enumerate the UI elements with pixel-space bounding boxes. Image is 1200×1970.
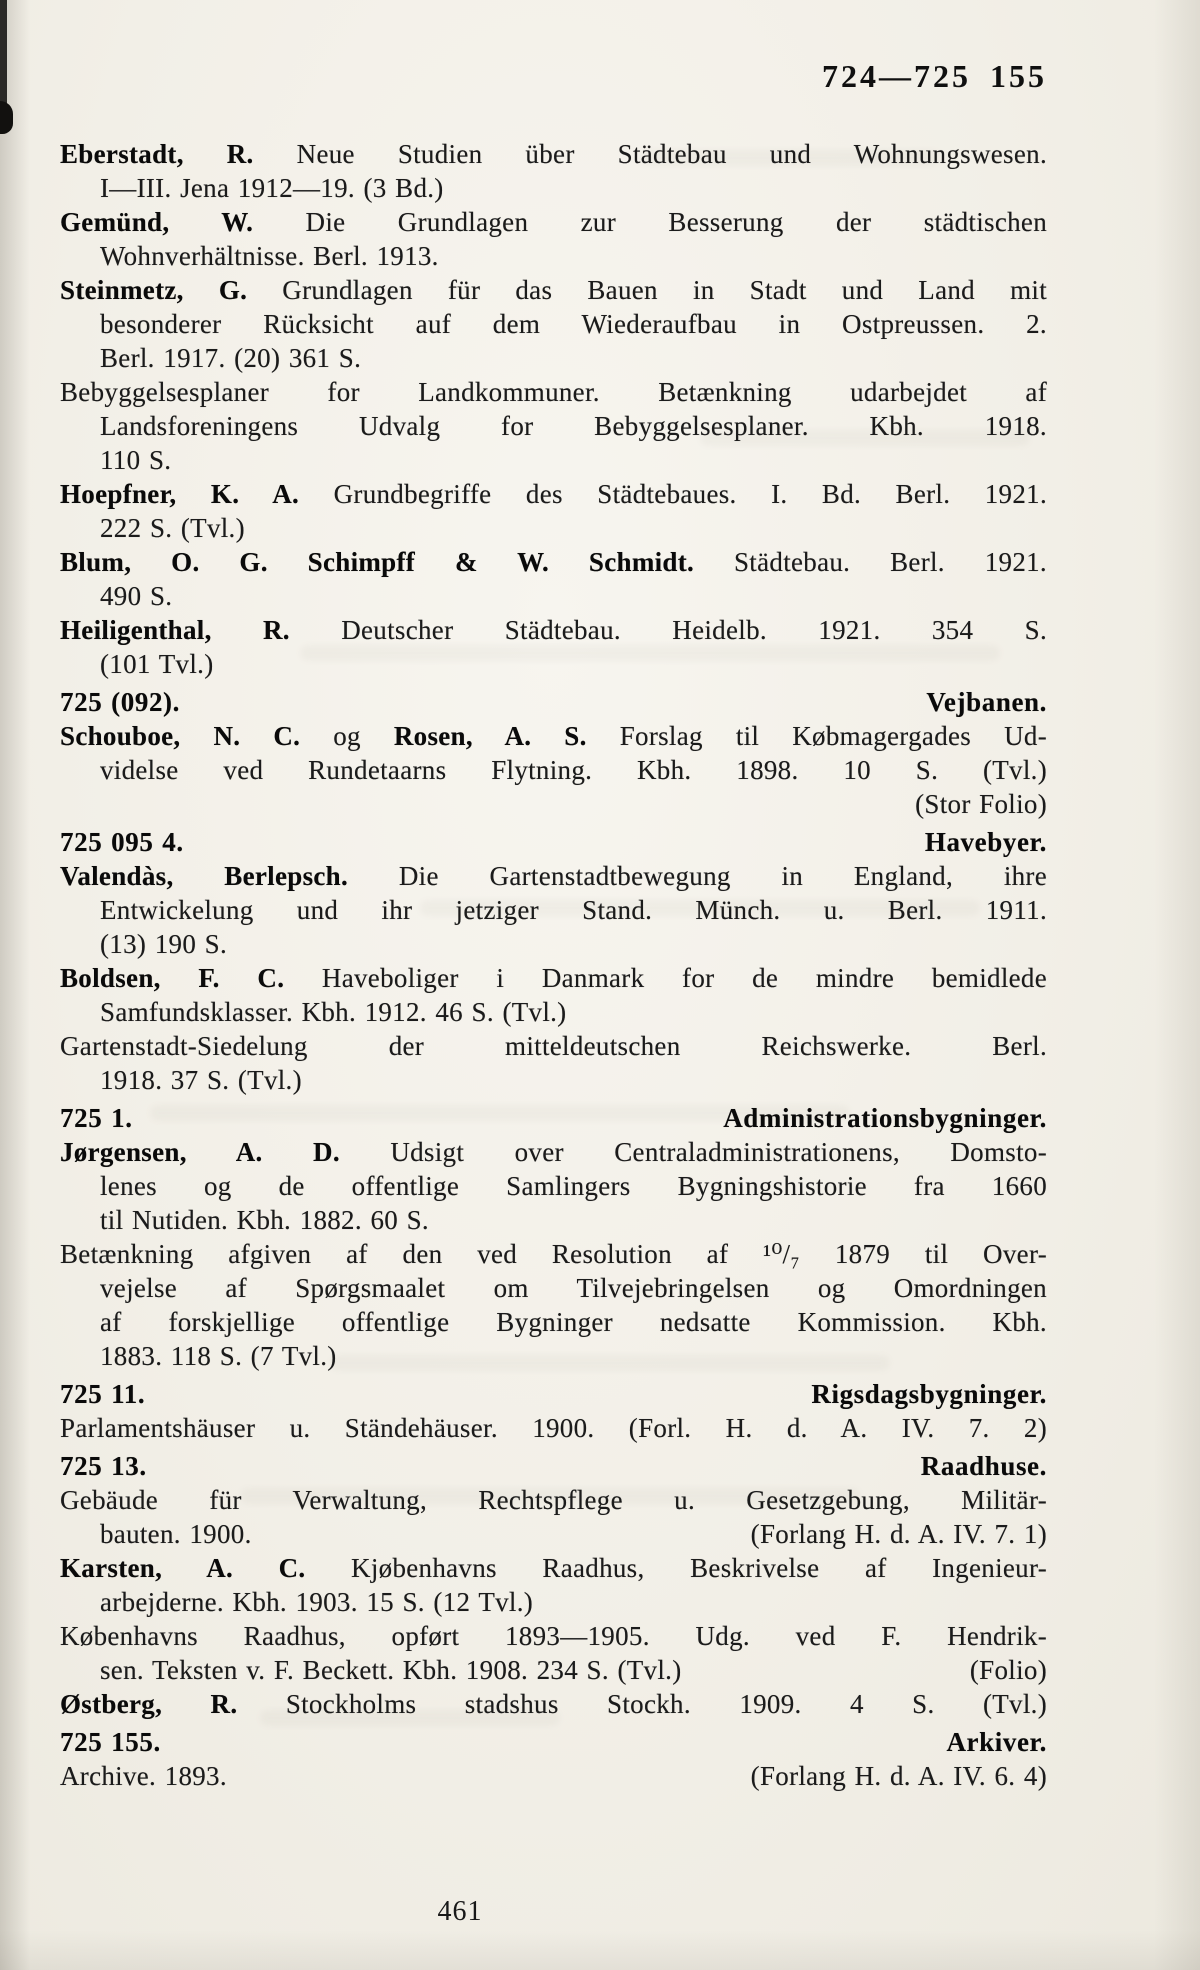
entry-text: Betænkning afgiven af den ved Resolution af ¹⁰/₇ 1879 til Over-	[60, 1239, 1047, 1269]
entry-line	[60, 613, 1047, 647]
entry-left	[100, 1653, 682, 1687]
entry-line	[60, 859, 1047, 893]
entry-line	[60, 787, 1047, 821]
entry-text: Parlamentshäuser u. Ständehäuser. 1900. (Forl. H. d. A. IV. 7. 2)	[60, 1413, 1047, 1443]
author-name: Jørgensen, A. D.	[60, 1137, 340, 1167]
entry-line	[60, 375, 1047, 409]
author-name: Gemünd, W.	[60, 207, 254, 237]
entry-text: Udsigt over Centraladministrationens, Domsto-	[339, 1137, 1047, 1167]
entry-line	[60, 477, 1047, 511]
scan-edge-shade-right	[1154, 0, 1200, 1970]
entry-text: I—III. Jena 1912—19. (3 Bd.)	[100, 173, 444, 203]
entry-line	[60, 511, 1047, 545]
scan-edge-shade-left	[0, 0, 30, 1970]
section-heading	[723, 1101, 1047, 1135]
entry-text: 1883. 118 S. (7 Tvl.)	[100, 1341, 337, 1371]
entry-text: Wohnverhältnisse. Berl. 1913.	[100, 241, 439, 271]
entry-line	[60, 1029, 1047, 1063]
entry-line	[60, 1237, 1047, 1271]
author-name: Hoepfner, K. A.	[60, 479, 300, 509]
entry-text: Samfundsklasser. Kbh. 1912. 46 S. (Tvl.)	[100, 997, 567, 1027]
entry-text: Archive. 1893.	[60, 1761, 227, 1791]
entry-line	[60, 1483, 1047, 1517]
classification-code	[60, 1449, 147, 1483]
entry-text: Deutscher Städtebau. Heidelb. 1921. 354 S.	[289, 615, 1047, 645]
entry-text: Grundlagen für das Bauen in Stadt und Land mit	[247, 275, 1047, 305]
author-name: Schouboe, N. C.	[60, 721, 301, 751]
entry-text: sen. Teksten v. F. Beckett. Kbh. 1908. 234 S. (Tvl.)	[100, 1655, 682, 1685]
entry-text: Bebyggelsesplaner for Landkommuner. Betænkning udarbejdet af	[60, 377, 1047, 407]
entry-line	[60, 1203, 1047, 1237]
entry-text: Stockholms stadshus Stockh. 1909. 4 S. (Tvl.)	[237, 1689, 1047, 1719]
section-heading-text: Administrationsbygninger.	[723, 1103, 1047, 1133]
entry-text: Neue Studien über Städtebau und Wohnungswesen.	[253, 139, 1047, 169]
entry-text: Kjøbenhavns Raadhus, Beskrivelse af Ingenieur-	[305, 1553, 1047, 1583]
entry-text: Städtebau. Berl. 1921.	[694, 547, 1047, 577]
entry-text: af forskjellige offentlige Bygninger nedsatte Kommission. Kbh.	[100, 1307, 1047, 1337]
section-heading	[921, 1449, 1047, 1483]
entry-text: 222 S. (Tvl.)	[100, 513, 245, 543]
running-head-classification-range: 724—725 155	[822, 58, 1047, 94]
catalog-entries	[60, 137, 1047, 1793]
entry-text: besonderer Rücksicht auf dem Wiederaufbau in Ostpreussen. 2.	[100, 309, 1047, 339]
entry-line	[60, 171, 1047, 205]
entry-text: (Forlang H. d. A. IV. 7. 1)	[750, 1519, 1047, 1549]
section-heading-text: Raadhuse.	[920, 1451, 1047, 1481]
entry-right	[751, 1517, 1047, 1551]
scan-edge-shade-bottom	[0, 1930, 1200, 1970]
section-heading-line	[60, 825, 1047, 859]
entry-text: Grundbegriffe des Städtebaues. I. Bd. Berl. 1921.	[299, 479, 1047, 509]
entry-text: (13) 190 S.	[100, 929, 228, 959]
entry-line	[60, 239, 1047, 273]
entry-line	[60, 443, 1047, 477]
classification-code	[60, 1101, 133, 1135]
entry-line	[60, 579, 1047, 613]
entry-text: Die Gartenstadtbewegung in England, ihre	[348, 861, 1047, 891]
page-number: 461	[437, 1896, 483, 1927]
section-heading	[925, 825, 1047, 859]
entry-left	[100, 1517, 252, 1551]
entry-line	[60, 1759, 1047, 1793]
classification-code	[60, 1377, 145, 1411]
entry-text: Entwickelung und ihr jetziger Stand. Münch. u. Berl. 1911.	[100, 895, 1047, 925]
section-heading-text: 725 1.	[60, 1103, 133, 1133]
entry-line	[60, 753, 1047, 787]
entry-text: Haveboliger i Danmark for de mindre bemidlede	[284, 963, 1047, 993]
entry-line	[60, 307, 1047, 341]
entry-text: Landsforeningens Udvalg for Bebyggelsesplaner. Kbh. 1918.	[100, 411, 1047, 441]
entry-line	[60, 1551, 1047, 1585]
entry-text: videlse ved Rundetaarns Flytning. Kbh. 1898. 10 S. (Tvl.)	[100, 755, 1047, 785]
entry-line	[60, 341, 1047, 375]
entry-text: Gartenstadt-Siedelung der mitteldeutschen Reichswerke. Berl.	[60, 1031, 1047, 1061]
author-name: Heiligenthal, R.	[60, 615, 290, 645]
entry-line	[60, 1339, 1047, 1373]
entry-line	[60, 927, 1047, 961]
author-name: Eberstadt, R.	[60, 139, 254, 169]
entry-line	[60, 1653, 1047, 1687]
entry-text: lenes og de offentlige Samlingers Bygningshistorie fra 1660	[100, 1171, 1047, 1201]
entry-text: og	[300, 721, 394, 751]
section-heading-text: Havebyer.	[924, 827, 1047, 857]
entry-text: 1918. 37 S. (Tvl.)	[100, 1065, 302, 1095]
author-name: Rosen, A. S.	[393, 721, 587, 751]
entry-text: Die Grundlagen zur Besserung der städtischen	[253, 207, 1047, 237]
author-name: Østberg, R.	[60, 1689, 238, 1719]
entry-text: 490 S.	[100, 581, 173, 611]
entry-line	[60, 961, 1047, 995]
entry-line	[60, 273, 1047, 307]
entry-line	[60, 1063, 1047, 1097]
entry-left	[60, 1759, 227, 1793]
entry-line	[60, 409, 1047, 443]
author-name: Steinmetz, G.	[60, 275, 248, 305]
section-heading-text: 725 (092).	[60, 687, 180, 717]
entry-line	[60, 719, 1047, 753]
entry-line	[60, 205, 1047, 239]
entry-line	[60, 995, 1047, 1029]
section-heading	[946, 1725, 1047, 1759]
entry-line	[60, 1619, 1047, 1653]
section-heading-text: 725 095 4.	[60, 827, 184, 857]
entry-text: arbejderne. Kbh. 1903. 15 S. (12 Tvl.)	[100, 1587, 534, 1617]
entry-text: (Folio)	[969, 1655, 1047, 1685]
entry-text: Forslag til Købmagergades Ud-	[586, 721, 1047, 751]
entry-line	[60, 137, 1047, 171]
entry-text: (101 Tvl.)	[100, 649, 214, 679]
section-heading-text: 725 13.	[60, 1451, 147, 1481]
section-heading-line	[60, 1725, 1047, 1759]
entry-text: bauten. 1900.	[100, 1519, 252, 1549]
entry-line	[60, 545, 1047, 579]
entry-line	[60, 1271, 1047, 1305]
classification-code	[60, 685, 180, 719]
section-heading-text: 725 11.	[60, 1379, 146, 1409]
entry-line	[60, 1169, 1047, 1203]
section-heading-line	[60, 1449, 1047, 1483]
entry-text: 110 S.	[100, 445, 172, 475]
entry-text: vejelse af Spørgsmaalet om Tilvejebringelsen og Omordningen	[100, 1273, 1047, 1303]
entry-text: (Forlang H. d. A. IV. 6. 4)	[750, 1761, 1047, 1791]
classification-code	[60, 1725, 161, 1759]
section-heading-line	[60, 1377, 1047, 1411]
entry-text: (Stor Folio)	[915, 789, 1047, 819]
entry-line	[60, 893, 1047, 927]
entry-text: til Nutiden. Kbh. 1882. 60 S.	[100, 1205, 429, 1235]
scan-edge-artifact	[0, 101, 13, 134]
entry-line	[60, 1135, 1047, 1169]
section-heading	[926, 685, 1047, 719]
entry-right	[751, 1759, 1047, 1793]
author-name: Valendàs, Berlepsch.	[60, 861, 349, 891]
section-heading-text: 725 155.	[60, 1727, 161, 1757]
section-heading-line	[60, 1101, 1047, 1135]
section-heading-text: Vejbanen.	[926, 687, 1047, 717]
entry-line	[60, 1517, 1047, 1551]
author-name: Blum, O. G. Schimpff & W. Schmidt.	[60, 547, 695, 577]
entry-right	[970, 1653, 1047, 1687]
entry-line	[60, 1687, 1047, 1721]
entry-line	[60, 1305, 1047, 1339]
entry-line	[60, 1411, 1047, 1445]
entry-line	[60, 647, 1047, 681]
section-heading	[811, 1377, 1047, 1411]
entry-text: Berl. 1917. (20) 361 S.	[100, 343, 362, 373]
entry-line	[60, 1585, 1047, 1619]
section-heading-text: Arkiver.	[946, 1727, 1047, 1757]
entry-text: Gebäude für Verwaltung, Rechtspflege u. Gesetzgebung, Militär-	[60, 1485, 1047, 1515]
entry-text: Københavns Raadhus, opført 1893—1905. Udg. ved F. Hendrik-	[60, 1621, 1047, 1651]
section-heading-text: Rigsdagsbygninger.	[811, 1379, 1047, 1409]
author-name: Boldsen, F. C.	[60, 963, 285, 993]
section-heading-line	[60, 685, 1047, 719]
author-name: Karsten, A. C.	[60, 1553, 306, 1583]
classification-code	[60, 825, 184, 859]
